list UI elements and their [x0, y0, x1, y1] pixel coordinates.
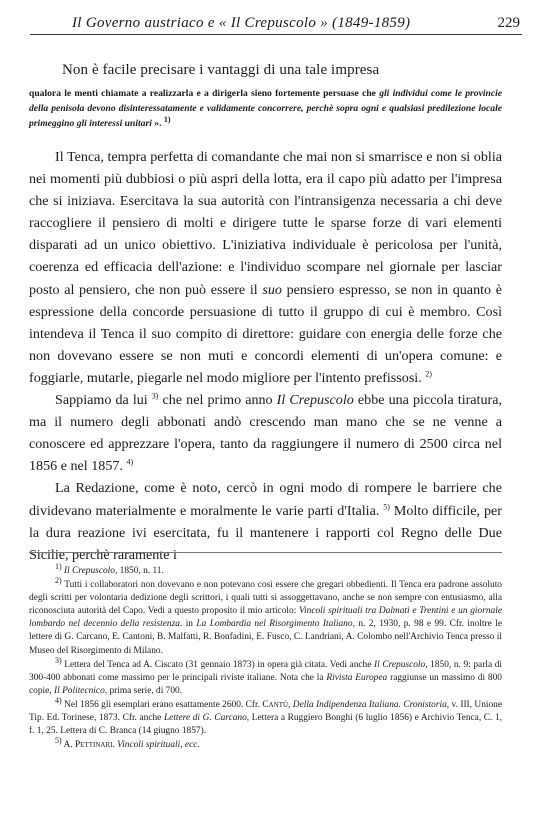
footnote-5-mark: 5) — [55, 736, 62, 746]
paragraph-3-text-b: Molto difficile, per la dura reazione ivi esercitata, fu il mantenere i rapporti col Regno delle Due Sicilie, perchè raramente i — [29, 502, 502, 563]
footnote-4-italic: Della Indipendenza Italiana. Cronistoria — [292, 699, 447, 710]
running-header — [30, 12, 522, 35]
footnote-3-text-c: raggiunse un massimo di 800 copie, — [29, 672, 502, 696]
paragraph-2-text-a: Sappiamo da lui — [55, 392, 152, 409]
paragraph-2 — [29, 389, 502, 477]
intro-sentence: Non è facile precisare i vantaggi di una tale impresa — [62, 62, 380, 78]
footnote-3-text-a: Lettera del Tenca ad A. Ciscato (31 gennaio 1873) in opera già citata. Vedi anche — [64, 659, 375, 670]
footnote-1-italic: Il Crepuscolo — [64, 566, 115, 576]
footnote-3-italic-3: Il Politecnico — [54, 685, 105, 696]
paragraph-1 — [29, 146, 502, 389]
footnotes — [29, 561, 503, 753]
footnote-4-text-a: Nel 1856 gli esemplari erano esattamente 2600. Cfr. — [64, 699, 263, 710]
paragraph-2-text-b: che nel primo anno — [158, 392, 277, 409]
paragraph-1-text-end: pensiero espresso, se non in quanto è espressione della concorde persuasione di tutto il gruppo di cui è membro. Così intendeva il Tenca il suo compito di direttore: guidare con energia delle forze che non dovevano essere se non muti e concordi elementi di un'opera comune: e foggiarle, mutarle, piegarle nel modo migliore per l'intento prefissosi. — [29, 281, 502, 386]
footnote-3-text-d: , prima serie, di 700. — [104, 685, 183, 696]
footnote-2-mark: 2) — [55, 575, 62, 585]
footnote-1-text: , 1850, n. 11. — [114, 566, 164, 576]
footnote-ref-5[interactable]: 5) — [383, 501, 390, 511]
footnote-ref-3[interactable]: 3) — [151, 391, 159, 401]
paragraph-2-text-c: ebbe una piccola tiratura, ma il numero degli abbonati andò crescendo man mano che se ne venne a conoscere ed apprezzare l'opera, tanto da raggiungere il numero di 2500 circa nel 1856 e nel 1857. — [29, 392, 502, 475]
footnote-5-text-b: . — [112, 740, 118, 751]
footnote-5 — [29, 736, 502, 752]
footnote-4-author: Cantù — [262, 699, 289, 710]
quote-closing: ». — [151, 118, 164, 129]
footnote-4-text-c: , v. III, Unione Tip. Ed. Torinese, 1873. Cfr. anche — [29, 699, 503, 724]
page-number: 229 — [497, 15, 520, 31]
paragraph-3-text-a: La Redazione, come è noto, cercò in ogni modo di rompere le barriere che dividevano materialmente e moralmente le varie parti d'Italia. — [29, 480, 502, 519]
main-text — [29, 146, 502, 566]
footnote-2-text-b: . in — [179, 619, 197, 630]
paragraph-2-italic: Il Crepuscolo — [276, 392, 354, 409]
footnote-1 — [29, 561, 502, 578]
footnote-4-text-b: , — [288, 699, 293, 710]
footnote-2-text-c: , n. 2, 1930, p. 98 e 99. Cfr. inoltre le lettere di G. Carcano, E. Cantoni, B. Malfatti, R. Bonfadini, E. Fusco, C. Landriani, A. Colombo nell'Archivio Tenca presso il Museo del Risorgimento di Milano. — [29, 619, 502, 656]
footnote-2 — [29, 575, 502, 658]
paragraph-1-italic: suo — [262, 281, 282, 298]
running-title: Il Governo austriaco e « Il Crepuscolo » (1849-1859) — [72, 15, 411, 31]
footnote-3-text-b: , 1850, n. 9: parla di 300-400 abbonati come massimo per le principali riviste italiane. Nota che la — [29, 659, 502, 683]
footnote-4 — [29, 695, 503, 738]
footnote-3-mark: 3) — [55, 655, 62, 665]
footnote-5-italic: Vincoli spirituali, ecc. — [117, 740, 200, 751]
paragraph-1-text: Il Tenca, tempra perfetta di comandante che mai non si smarrisce e non si oblia nei momenti più dubbiosi o più aspri della lotta, era il capo più adatto per l'impresa che si iniziava. Esercitava la sua autorità con l'intransigenza necessaria a chi deve raccogliere il pensiero di molti e dirigere tutte le sparse forze di vari elementi disparati ad un unico obiettivo. L'iniziativa individuale è pericolosa per l'unità, coerenza ed efficacia dell'azione: e l'individuo scompare nel giornale per lasciar posto al pensiero, che non può essere il — [29, 149, 502, 298]
footnote-4-mark: 4) — [55, 695, 62, 705]
footnote-5-author: Pettinari — [74, 740, 113, 751]
footnote-4-italic-2: Lettere di G. Carcano — [163, 713, 247, 724]
footnote-3-italic-2: Rivista Europea — [326, 672, 388, 683]
footnote-divider — [29, 552, 502, 553]
quoted-passage — [29, 86, 502, 131]
footnote-ref-4[interactable]: 4) — [126, 457, 134, 467]
footnote-ref-1[interactable]: 1) — [163, 114, 171, 124]
footnote-3 — [29, 655, 502, 698]
quote-italic-text: gli individui come le provincie della penisola devono disinteressatamente e validamente concorrere, perchè sopra ogni e qualsiasi predilezione locale primeggino gli interessi unitari — [29, 88, 503, 129]
footnote-2-italic: Vincoli spirituali tra Dalmati e Trentini e un giornale lombardo nel decennio della resistenza — [29, 606, 502, 630]
footnote-ref-2[interactable]: 2) — [425, 369, 432, 379]
footnote-1-mark: 1) — [55, 561, 62, 571]
footnote-5-text-a: A. — [63, 740, 75, 751]
footnote-2-text-a: Tutti i collaboratori non dovevano e non potevano così essere che gregari obbedienti. Il Tenca era padrone assoluto degli scritti per volontaria dedizione degli scrittori, i quali tutti si assoggettavano, anche se non sempre con entusiasmo, alla riconosciuta autorità del Capo. Vedi a questo proposito il mio articolo: — [29, 580, 502, 617]
footnote-3-italic: Il Crepuscolo — [374, 659, 426, 670]
footnote-4-text-d: , Lettera a Ruggiero Bonghi (6 luglio 1856) e Archivio Tenca, C. 1, f. 1, 25. Lettera di C. Branca (14 giugno 1857). — [29, 713, 503, 737]
footnote-2-italic-2: La Lombardia nel Risorgimento Italiano — [196, 619, 353, 630]
quote-text: qualora le menti chiamate a realizzarla e a dirigerla sieno fortemente persuase che — [29, 88, 380, 99]
